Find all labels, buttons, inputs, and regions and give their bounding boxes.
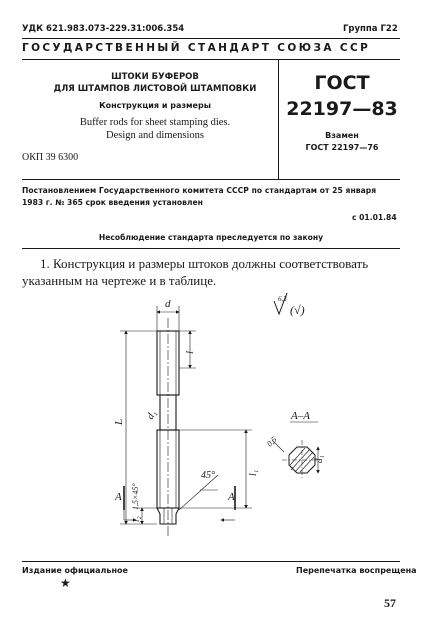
star-mark: ★ — [60, 576, 71, 590]
dim-l2-label: l₂ — [131, 516, 141, 522]
title-line-1: ШТОКИ БУФЕРОВ — [111, 72, 199, 82]
group-code: Группа Г22 — [343, 24, 398, 34]
replaces-value: ГОСТ 22197—76 — [305, 143, 379, 152]
reprint-note: Перепечатка воспрещена — [296, 566, 417, 575]
gost-label: ГОСТ — [314, 72, 370, 94]
dim-L-label: L — [113, 418, 125, 425]
dim-d1-label: d₁ — [145, 408, 159, 422]
decree-line-1: Постановлением Государственного комитета СССР по стандартам от 25 января — [22, 186, 377, 195]
section-marker-left: A — [115, 491, 122, 503]
english-title-line-2: Design and dimensions — [106, 130, 204, 141]
page-number: 57 — [384, 596, 396, 610]
effective-date: с 01.01.84 — [352, 213, 397, 222]
decree-line-2: 1983 г. № 365 срок введения установлен — [22, 198, 203, 207]
udc-code: УДК 621.983.073-229.31:006.354 — [22, 24, 185, 34]
paragraph-1-line-1: 1. Конструкция и размеры штоков должны соответствовать — [40, 256, 369, 271]
paragraph-1-line-2: указанным на чертеже и в таблице. — [22, 273, 217, 288]
edition-note: Издание официальное — [22, 566, 128, 575]
english-title-line-1: Buffer rods for sheet stamping dies. — [79, 117, 231, 128]
section-chamfer-label: 0,5 — [265, 434, 279, 449]
dim-l-label: l — [184, 350, 196, 354]
dim-d-label: d — [165, 298, 171, 310]
chamfer-label: 1,5×45° — [131, 483, 140, 510]
section-marker-right: A — [228, 491, 235, 503]
roughness-value: 6,3 — [278, 295, 287, 303]
roughness-bracket: (√) — [290, 303, 305, 317]
state-standard-banner: ГОСУДАРСТВЕННЫЙ СТАНДАРТ СОЮЗА ССР — [22, 42, 371, 54]
footer-rule — [22, 561, 400, 562]
dim-l1-label: l₁ — [248, 469, 259, 476]
section-dim-label: d₁ — [314, 455, 324, 463]
section-title: A–A — [291, 410, 310, 422]
law-notice: Несоблюдение стандарта преследуется по закону — [98, 233, 324, 242]
replaces-label: Взамен — [325, 131, 359, 140]
subtitle: Конструкция и размеры — [99, 101, 211, 110]
okp-code: ОКП 39 6300 — [22, 152, 79, 163]
title-line-2: ДЛЯ ШТАМПОВ ЛИСТОВОЙ ШТАМПОВКИ — [53, 84, 257, 94]
gost-number: 22197—83 — [286, 98, 398, 120]
chamfer-angle-label: 45° — [201, 470, 215, 481]
